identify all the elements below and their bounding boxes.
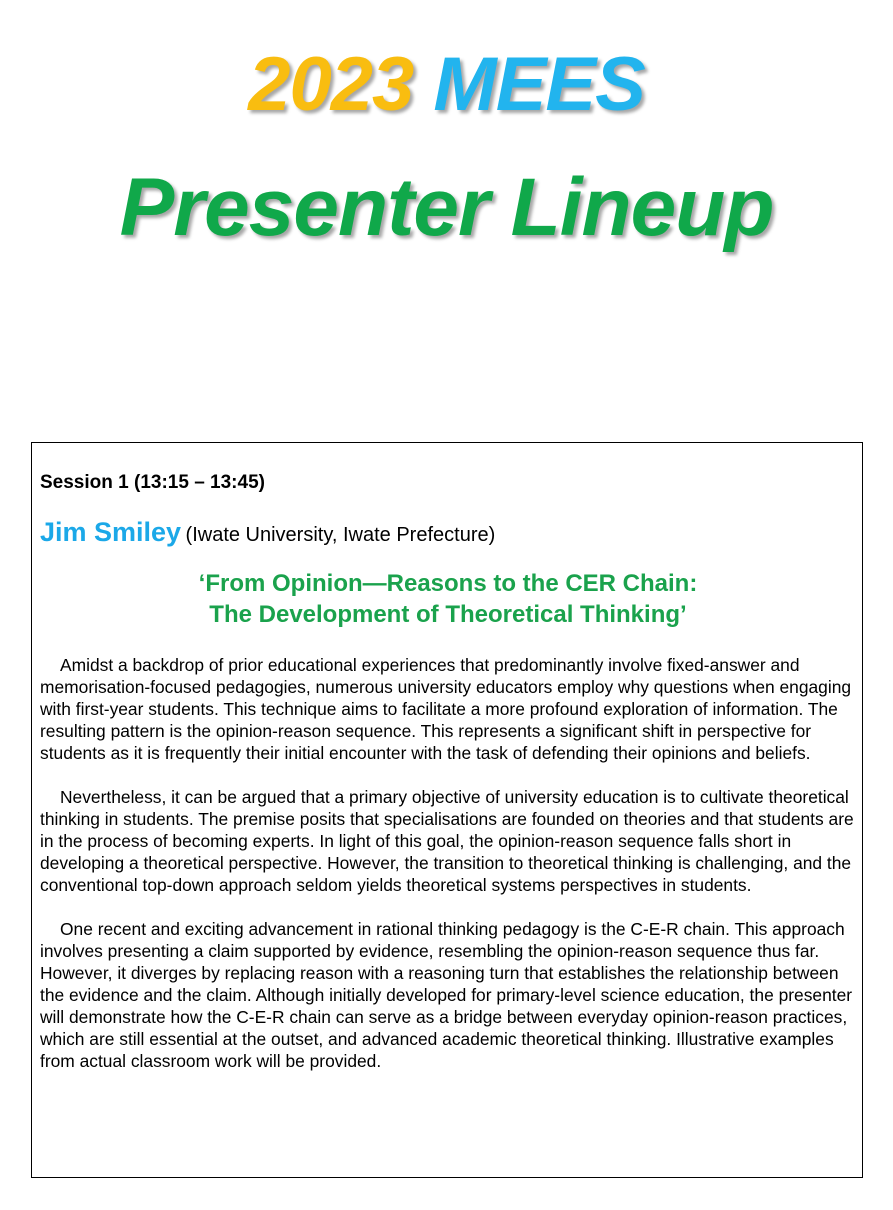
abstract (40, 654, 860, 1094)
event-title (0, 40, 893, 130)
abstract-paragraph-1: Amidst a backdrop of prior educational experiences that predominantly involve fixed-answer and memorisation-focused pedagogies, numerous university educators employ why questions when engaging with first-year students. This technique aims to facilitate a more profound exploration of information. The resulting pattern is the opinion-reason sequence. This represents a significant shift in perspective for students as it is frequently their initial encounter with the task of defending their opinions and beliefs. (40, 655, 852, 763)
session-label: Session 1 (13:15 – 13:45) (40, 472, 265, 493)
presenter-name: Jim Smiley (40, 517, 182, 547)
talk-title (32, 568, 864, 630)
abstract-paragraph-3: One recent and exciting advancement in rational thinking pedagogy is the C-E-R chain. This approach involves presenting a claim supported by evidence, resembling the opinion-reason sequence thus far. However, it diverges by replacing reason with a reasoning turn that establishes the relationship between the evidence and the claim. Although initially developed for primary-level science education, the presenter will demonstrate how the C-E-R chain can serve as a bridge between everyday opinion-reason practices, which are still essential at the outset, and advanced academic theoretical thinking. Illustrative examples from actual classroom work will be provided. (40, 919, 853, 1071)
presenter-line (40, 515, 495, 554)
abstract-paragraph-2: Nevertheless, it can be argued that a primary objective of university education is to cultivate theoretical thinking in students. The premise posits that specialisations are founded on theories and that students are in the process of becoming experts. In light of this goal, the opinion-reason sequence falls short in developing a theoretical perspective. However, the transition to theoretical thinking is challenging, and the conventional top-down approach seldom yields theoretical systems perspectives in students. (40, 787, 854, 895)
event-year: 2023 (248, 42, 414, 127)
talk-title-line-2: The Development of Theoretical Thinking’ (209, 601, 687, 628)
page-subtitle: Presenter Lineup (119, 162, 774, 253)
presenter-affiliation: (Iwate University, Iwate Prefecture) (185, 524, 496, 546)
event-name: MEES (433, 42, 645, 127)
talk-title-line-1: ‘From Opinion—Reasons to the CER Chain: (198, 570, 698, 597)
session-card (31, 442, 863, 1178)
